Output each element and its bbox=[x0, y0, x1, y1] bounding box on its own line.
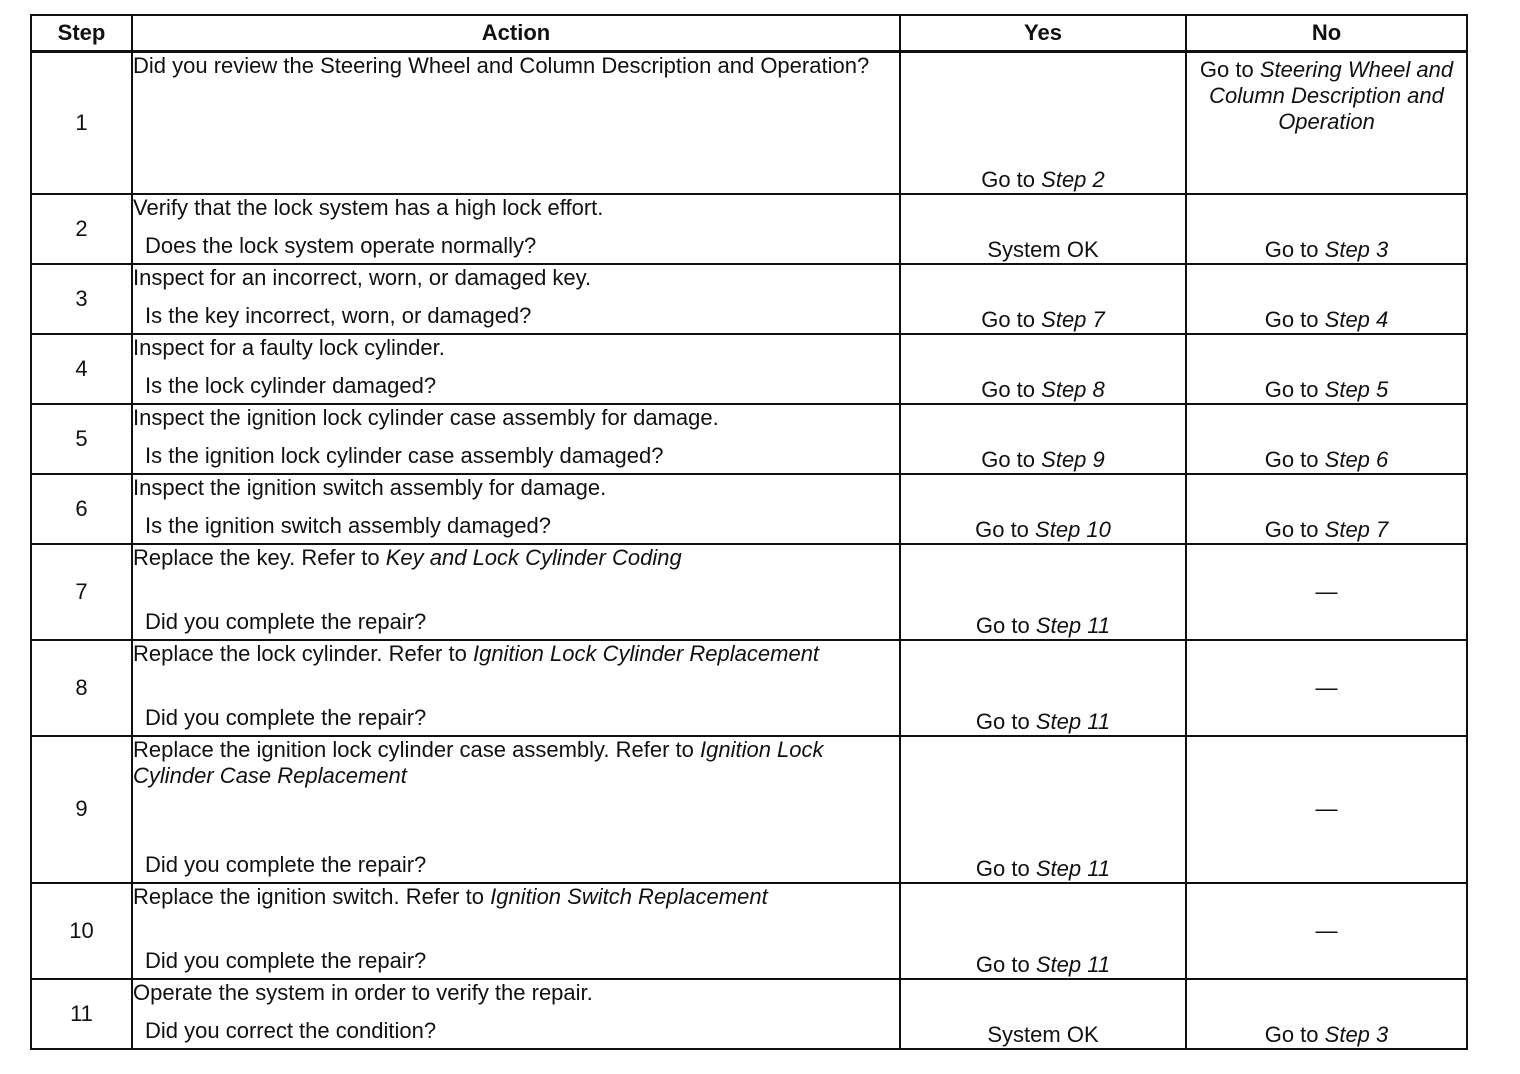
no-cell bbox=[1186, 334, 1467, 404]
table-header-row bbox=[31, 15, 1467, 52]
yes-cell bbox=[900, 52, 1186, 194]
action-cell bbox=[132, 404, 900, 474]
yes-cell bbox=[900, 334, 1186, 404]
table-row bbox=[31, 474, 1467, 544]
step-number: 3 bbox=[31, 264, 132, 334]
yes-step-ref: Step 10 bbox=[1035, 516, 1111, 542]
action-cell bbox=[132, 194, 900, 264]
no-prefix: Go to bbox=[1264, 446, 1319, 472]
yes-cell: System OK bbox=[900, 194, 1186, 264]
yes-step-ref: Step 11 bbox=[1035, 612, 1111, 638]
action-instruction bbox=[133, 884, 899, 910]
no-step-ref: Step 3 bbox=[1324, 1021, 1389, 1047]
no-prefix: Go to bbox=[1199, 57, 1254, 82]
instruction-doc-ref: Ignition Lock Cylinder Case Replacement bbox=[133, 736, 824, 788]
yes-prefix: Go to bbox=[975, 855, 1030, 881]
action-instruction: Inspect for an incorrect, worn, or damaged key. bbox=[133, 264, 592, 290]
action-question: Is the key incorrect, worn, or damaged? bbox=[145, 302, 532, 328]
step-number: 8 bbox=[31, 640, 132, 736]
header-action: Action bbox=[132, 15, 900, 52]
header-yes: Yes bbox=[900, 15, 1186, 52]
no-step-ref: Step 7 bbox=[1324, 516, 1389, 542]
action-instruction: Operate the system in order to verify the repair. bbox=[133, 979, 593, 1005]
table-row bbox=[31, 640, 1467, 736]
action-cell bbox=[132, 736, 900, 883]
no-prefix: Go to bbox=[1264, 306, 1319, 332]
no-step-ref: Step 4 bbox=[1324, 306, 1389, 332]
yes-cell bbox=[900, 404, 1186, 474]
yes-prefix: Go to bbox=[975, 708, 1030, 734]
table-row bbox=[31, 544, 1467, 640]
step-number: 7 bbox=[31, 544, 132, 640]
action-cell bbox=[132, 264, 900, 334]
yes-prefix: Go to bbox=[975, 612, 1030, 638]
no-step-ref: Step 3 bbox=[1324, 236, 1389, 262]
no-step-ref: Step 5 bbox=[1324, 376, 1389, 402]
header-step: Step bbox=[31, 15, 132, 52]
no-cell: — bbox=[1186, 640, 1467, 736]
instruction-text: Replace the ignition switch. Refer to bbox=[133, 883, 484, 909]
yes-prefix: Go to bbox=[975, 516, 1029, 542]
action-question: Did you complete the repair? bbox=[145, 608, 427, 634]
table-row bbox=[31, 264, 1467, 334]
instruction-doc-ref: Ignition Lock Cylinder Replacement bbox=[472, 640, 820, 666]
no-prefix: Go to bbox=[1264, 236, 1319, 262]
action-cell bbox=[132, 544, 900, 640]
table-row bbox=[31, 404, 1467, 474]
yes-step-ref: Step 11 bbox=[1035, 855, 1111, 881]
yes-cell bbox=[900, 640, 1186, 736]
no-cell: — bbox=[1186, 544, 1467, 640]
no-prefix: Go to bbox=[1264, 376, 1319, 402]
yes-step-ref: Step 8 bbox=[1041, 376, 1105, 402]
action-question: Did you review the Steering Wheel and Column Description and Operation? bbox=[133, 53, 870, 78]
step-number: 10 bbox=[31, 883, 132, 979]
table-row bbox=[31, 736, 1467, 883]
no-cell bbox=[1186, 404, 1467, 474]
yes-step-ref: Step 2 bbox=[1041, 166, 1105, 192]
no-step-ref: Step 6 bbox=[1324, 446, 1389, 472]
no-cell: — bbox=[1186, 883, 1467, 979]
action-cell bbox=[132, 474, 900, 544]
yes-step-ref: Step 7 bbox=[1041, 306, 1105, 332]
no-cell bbox=[1186, 264, 1467, 334]
yes-step-ref: Step 9 bbox=[1041, 446, 1105, 472]
no-cell bbox=[1186, 194, 1467, 264]
yes-prefix: Go to bbox=[981, 376, 1036, 402]
action-instruction: Inspect for a faulty lock cylinder. bbox=[133, 334, 445, 360]
step-number: 4 bbox=[31, 334, 132, 404]
yes-cell: System OK bbox=[900, 979, 1186, 1049]
yes-prefix: Go to bbox=[981, 166, 1036, 192]
action-cell bbox=[132, 334, 900, 404]
yes-cell bbox=[900, 474, 1186, 544]
no-prefix: Go to bbox=[1264, 516, 1319, 542]
action-instruction bbox=[133, 545, 899, 571]
action-question: Did you correct the condition? bbox=[145, 1017, 437, 1043]
no-cell bbox=[1186, 474, 1467, 544]
table-row bbox=[31, 194, 1467, 264]
action-cell bbox=[132, 52, 900, 194]
instruction-doc-ref: Ignition Switch Replacement bbox=[490, 883, 768, 909]
action-instruction bbox=[133, 737, 899, 789]
action-question: Does the lock system operate normally? bbox=[145, 232, 537, 258]
action-question: Did you complete the repair? bbox=[145, 704, 427, 730]
diagnostic-table bbox=[30, 14, 1468, 1050]
no-cell: — bbox=[1186, 736, 1467, 883]
step-number: 1 bbox=[31, 52, 132, 194]
action-question: Did you complete the repair? bbox=[145, 851, 427, 877]
yes-prefix: Go to bbox=[981, 446, 1036, 472]
yes-step-ref: Step 11 bbox=[1035, 708, 1111, 734]
action-cell bbox=[132, 883, 900, 979]
action-question: Is the ignition switch assembly damaged? bbox=[145, 512, 551, 538]
action-instruction bbox=[133, 641, 899, 667]
instruction-text: Replace the lock cylinder. Refer to bbox=[133, 640, 467, 666]
yes-prefix: Go to bbox=[975, 951, 1030, 977]
yes-prefix: Go to bbox=[981, 306, 1036, 332]
table-row bbox=[31, 883, 1467, 979]
table-row bbox=[31, 52, 1467, 194]
no-cell bbox=[1186, 979, 1467, 1049]
instruction-text: Replace the key. Refer to bbox=[133, 544, 380, 570]
step-number: 11 bbox=[31, 979, 132, 1049]
instruction-text: Replace the ignition lock cylinder case assembly. Refer to bbox=[133, 736, 694, 762]
step-number: 5 bbox=[31, 404, 132, 474]
yes-cell bbox=[900, 736, 1186, 883]
yes-step-ref: Step 11 bbox=[1035, 951, 1111, 977]
table-row bbox=[31, 334, 1467, 404]
action-cell bbox=[132, 640, 900, 736]
yes-cell bbox=[900, 883, 1186, 979]
action-question: Is the lock cylinder damaged? bbox=[145, 372, 437, 398]
step-number: 6 bbox=[31, 474, 132, 544]
instruction-doc-ref: Key and Lock Cylinder Coding bbox=[385, 544, 682, 570]
action-cell bbox=[132, 979, 900, 1049]
no-prefix: Go to bbox=[1264, 1021, 1319, 1047]
action-question: Did you complete the repair? bbox=[145, 947, 427, 973]
step-number: 9 bbox=[31, 736, 132, 883]
table-row bbox=[31, 979, 1467, 1049]
action-instruction: Inspect the ignition lock cylinder case assembly for damage. bbox=[133, 404, 719, 430]
yes-cell bbox=[900, 264, 1186, 334]
no-doc-ref: Steering Wheel and Column Description and Operation bbox=[1209, 57, 1454, 134]
no-cell bbox=[1186, 52, 1467, 194]
action-instruction: Inspect the ignition switch assembly for damage. bbox=[133, 474, 607, 500]
header-no: No bbox=[1186, 15, 1467, 52]
step-number: 2 bbox=[31, 194, 132, 264]
yes-cell bbox=[900, 544, 1186, 640]
action-instruction: Verify that the lock system has a high lock effort. bbox=[133, 194, 604, 220]
action-question: Is the ignition lock cylinder case assembly damaged? bbox=[145, 442, 664, 468]
